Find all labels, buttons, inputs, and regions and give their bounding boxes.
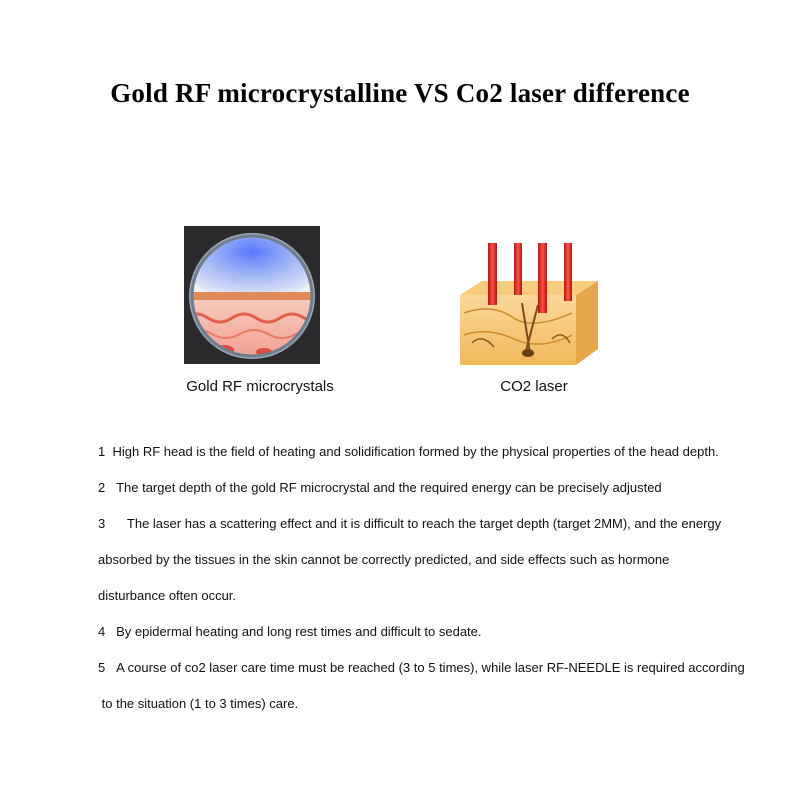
gold-rf-caption: Gold RF microcrystals bbox=[186, 378, 334, 395]
note-text: A course of co2 laser care time must be reached (3 to 5 times), while laser RF-NEEDLE is required according bbox=[116, 660, 745, 675]
note-3-continued: absorbed by the tissues in the skin cannot be correctly predicted, and side effects such as hormone bbox=[98, 552, 670, 567]
note-number: 4 bbox=[98, 624, 106, 639]
co2-laser-illustration bbox=[452, 243, 600, 367]
note-text: The target depth of the gold RF microcrystal and the required energy can be precisely adjusted bbox=[116, 480, 662, 495]
note-number: 2 bbox=[98, 480, 106, 495]
gold-rf-microcrystal-illustration bbox=[184, 226, 320, 364]
page-title: Gold RF microcrystalline VS Co2 laser difference bbox=[110, 78, 690, 108]
note-1 bbox=[98, 434, 768, 470]
note-5 bbox=[98, 650, 768, 686]
comparison-notes bbox=[98, 434, 768, 722]
note-3 bbox=[98, 506, 768, 542]
note-text: The laser has a scattering effect and it is difficult to reach the target depth (target 2MM), and the energy bbox=[126, 516, 722, 531]
note-text: to the situation (1 to 3 times) care. bbox=[101, 696, 299, 711]
note-text: High RF head is the field of heating and solidification formed by the physical properties of the head depth. bbox=[112, 444, 719, 459]
note-number: 1 bbox=[98, 444, 106, 459]
note-number: 5 bbox=[98, 660, 106, 675]
note-2 bbox=[98, 470, 768, 506]
note-number: 3 bbox=[98, 516, 106, 531]
co2-laser-caption: CO2 laser bbox=[500, 378, 568, 395]
note-text: By epidermal heating and long rest times and difficult to sedate. bbox=[116, 624, 482, 639]
note-5-continued bbox=[98, 686, 768, 722]
note-4 bbox=[98, 614, 768, 650]
note-3-continued: disturbance often occur. bbox=[98, 588, 237, 603]
